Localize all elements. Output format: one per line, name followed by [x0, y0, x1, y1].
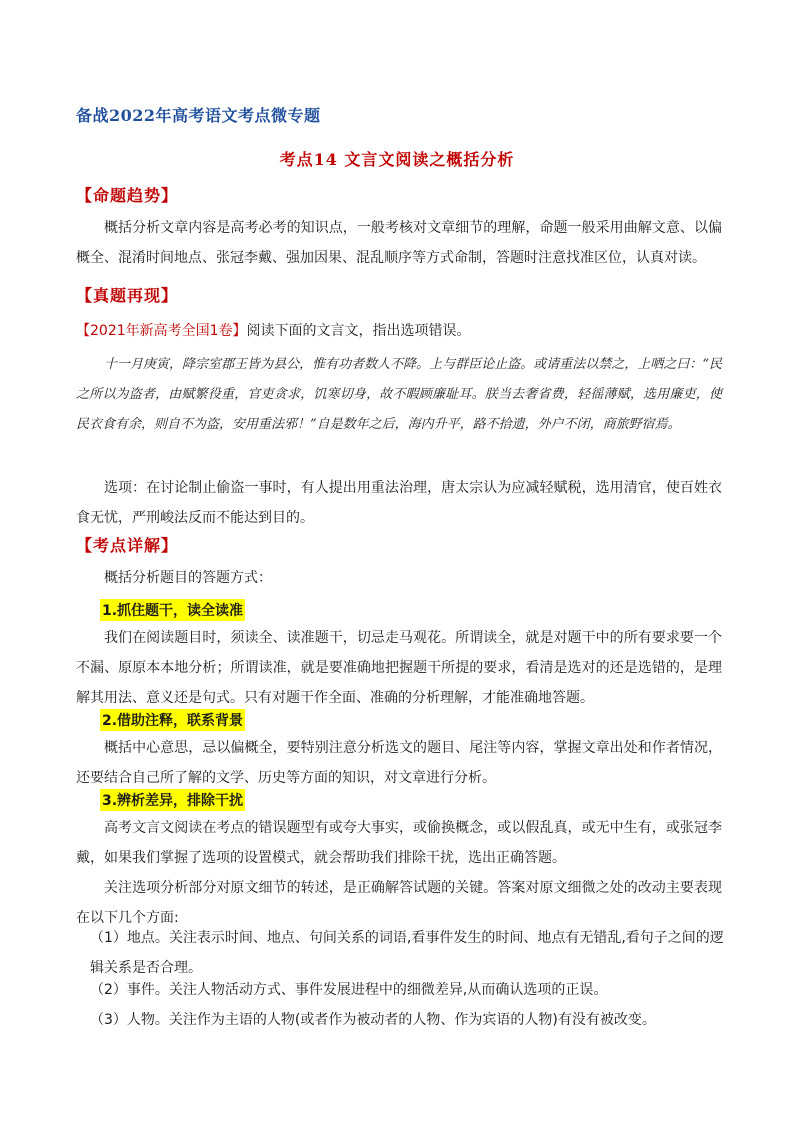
page-title: 考点14 文言文阅读之概括分析	[279, 150, 515, 169]
series-title: 备战2022年高考语文考点微专题	[76, 106, 321, 125]
point-person: （3）人物。关注作为主语的人物(或者作为被动者的人物、作为宾语的人物)有没有被改变。	[90, 1012, 656, 1028]
source-tag: 【2021年新高考全国1卷】	[76, 323, 247, 339]
classical-passage: 十一月庚寅，降宗室郡王皆为县公，惟有功者数人不降。上与群臣论止盗。或请重法以禁之，上哂之曰：“民之所以为盗者，由赋繁役重，官吏贪求，饥寒切身，故不暇顾廉耻耳。朕当去奢省费，轻徭薄赋，选用廉吏，使民衣食有余，则自不为盗，安用重法邪！”自是数年之后，海内升平，路不拾遗，外户不闭，商旅野宿焉。	[76, 357, 722, 432]
section-heading-detail: 【考点详解】	[76, 536, 179, 555]
method-label-2: 2.借助注释，联系背景	[100, 709, 245, 731]
method-label-3: 3.辨析差异，排除干扰	[100, 789, 245, 811]
focus-paragraph: 关注选项分析部分对原文细节的转述，是正确解答试题的关键。答案对原文细微之处的改动主要表现在以下几个方面:	[76, 880, 722, 926]
source-instruction: 阅读下面的文言文，指出选项错误。	[246, 323, 471, 339]
method-text-2: 概括中心意思，忌以偏概全，要特别注意分析选文的题目、尾注等内容，掌握文章出处和作者情况，还要结合自己所了解的文学、历史等方面的知识，对文章进行分析。	[76, 740, 722, 786]
question-source	[76, 320, 471, 340]
option-text: 选项：在讨论制止偷盗一事时，有人提出用重法治理，唐太宗认为应减轻赋税，选用清官，使百姓衣食无忧，严刑峻法反而不能达到目的。	[76, 480, 722, 526]
trend-paragraph: 概括分析文章内容是高考必考的知识点，一般考核对文章细节的理解，命题一般采用曲解文意、以偏概全、混淆时间地点、张冠李戴、强加因果、混乱顺序等方式命制，答题时注意找准区位，认真对读。	[76, 220, 722, 266]
point-location: （1）地点。关注表示时间、地点、句间关系的词语,看事件发生的时间、地点有无错乱,看句子之间的逻辑关系是否合理。	[90, 930, 724, 976]
method-text-1: 我们在阅读题目时，须读全、读准题干，切忌走马观花。所谓读全，就是对题干中的所有要求要一个不漏、原原本本地分析；所谓读准，就是要准确地把握题干所提的要求，看清是选对的还是选错的，是理解其用法、意义还是句式。只有对题干作全面、准确的分析理解，才能准确地答题。	[76, 630, 722, 706]
method-label-1: 1.抓住题干，读全读准	[100, 599, 245, 621]
section-heading-trend: 【命题趋势】	[76, 186, 179, 205]
point-event: （2）事件。关注人物活动方式、事件发展进程中的细微差异,从而确认选项的正误。	[90, 982, 608, 998]
detail-intro: 概括分析题目的答题方式：	[104, 570, 272, 586]
section-heading-past: 【真题再现】	[76, 286, 179, 305]
method-text-3: 高考文言文阅读在考点的错误题型有或夸大事实，或偷换概念，或以假乱真，或无中生有，或张冠李戴，如果我们掌握了选项的设置模式，就会帮助我们排除干扰，选出正确答题。	[76, 820, 722, 866]
